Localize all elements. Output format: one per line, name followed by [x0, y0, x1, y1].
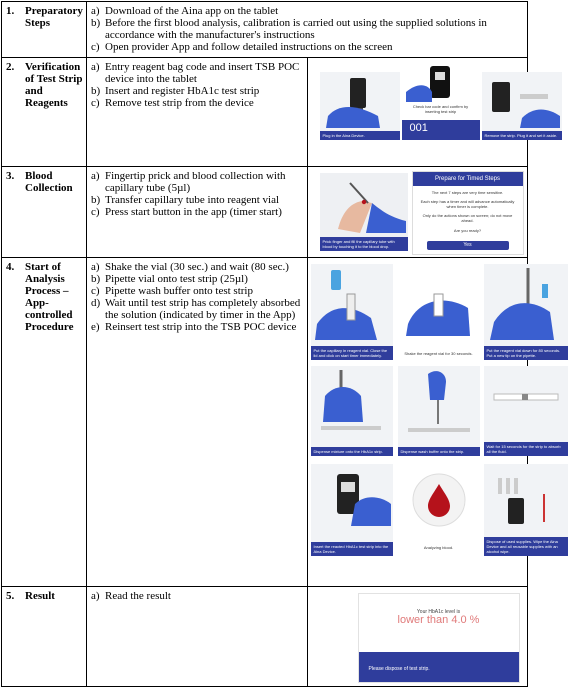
result-label: Your HbA1c level is	[416, 609, 461, 615]
step-title: Result	[25, 590, 55, 602]
item-letter: c)	[91, 97, 100, 109]
list-item	[91, 194, 303, 206]
step-number: 3.	[6, 170, 15, 182]
item-letter: b)	[91, 273, 101, 285]
step-cell	[2, 258, 87, 587]
step-items	[87, 167, 307, 218]
wait-absorb-image	[484, 366, 568, 456]
image-caption: Prick finger and fill the capillary tube with blood by touching it to the blood drop.	[320, 237, 408, 251]
list-item	[91, 261, 303, 273]
list-item	[91, 273, 303, 285]
image-caption: Dispense mixture onto the HbA1c strip.	[311, 447, 393, 456]
image-cell	[307, 58, 558, 167]
item-letter: c)	[91, 206, 100, 218]
screen-line: Each step has a timer and will advance automatically when timer is complete.	[420, 199, 515, 209]
list-item	[91, 285, 303, 297]
step-items	[87, 587, 307, 602]
item-text: Before the first blood analysis, calibration is carried out using the supplied solutions in accordance with the manufacturer's instructions	[105, 17, 487, 41]
yes-button[interactable]: Yes	[427, 241, 509, 250]
image-caption: Shake the reagent vial for 30 seconds.	[404, 351, 473, 356]
screen-line: Are you ready?	[453, 228, 482, 233]
step-items-cell	[87, 258, 308, 587]
item-text: Entry reagent bag code and insert TSB POC device into the tablet	[105, 61, 300, 85]
result-footer-banner	[359, 652, 519, 682]
item-letter: c)	[91, 41, 100, 53]
image-caption: Remove the strip. Plug it and set it aside.	[482, 131, 562, 140]
analyzing-blood-image	[398, 464, 480, 556]
list-item	[91, 17, 523, 41]
screen-line: Only do the actions shown on screen; do not move ahead.	[422, 213, 513, 223]
table-row	[2, 58, 528, 167]
dispense-wash-buffer-image	[398, 366, 480, 456]
step-cell	[2, 167, 87, 258]
step-items-cell	[87, 2, 528, 58]
image-caption: Put the reagent vial down for 80 seconds. Put a new tip on the pipette.	[484, 346, 568, 360]
step-items-cell	[87, 167, 308, 258]
step-items	[87, 258, 307, 333]
item-letter: a)	[91, 590, 100, 602]
remove-strip-image	[482, 72, 562, 140]
timed-steps-screen	[412, 171, 524, 255]
item-text: Pipette vial onto test strip (25µl)	[105, 273, 248, 285]
step-number: 5.	[6, 590, 15, 602]
step-cell	[2, 587, 87, 687]
pipette-tip-image	[484, 264, 568, 360]
image-cell	[307, 167, 528, 258]
list-item	[91, 5, 523, 17]
item-text: Fingertip prick and blood collection with capillary tube (5µl)	[105, 170, 286, 194]
step-items	[87, 2, 527, 53]
list-item	[91, 97, 303, 109]
procedure-table	[1, 1, 561, 687]
item-letter: a)	[91, 170, 100, 182]
list-item	[91, 170, 303, 194]
image-caption: Put the capillary in reagent vial. Close the lid and click on start timer immediately.	[311, 346, 393, 360]
result-screen	[358, 593, 520, 683]
screen-header: Prepare for Timed Steps	[413, 172, 523, 186]
screen-line: The next 7 steps are very time sensitive.	[431, 190, 504, 195]
step-cell	[2, 58, 87, 167]
list-item	[91, 61, 303, 85]
list-item	[91, 321, 303, 333]
item-text: Pipette wash buffer onto test strip	[105, 285, 253, 297]
item-letter: a)	[91, 5, 100, 17]
item-text: Transfer capillary tube into reagent vial	[105, 194, 280, 206]
shake-vial-image	[398, 264, 480, 360]
capillary-in-vial-image	[311, 264, 393, 360]
step-number: 1.	[6, 5, 15, 17]
item-text: Remove test strip from the device	[105, 97, 254, 109]
step-items	[87, 58, 307, 109]
item-text: Read the result	[105, 590, 171, 602]
step-title: Verification of Test Strip and Reagents	[25, 61, 83, 109]
item-text: Press start button in the app (timer start)	[105, 206, 282, 218]
step-title: Start of Analysis Process – App-controlled Procedure	[25, 261, 74, 333]
finger-prick-image	[320, 173, 408, 251]
image-caption: Dispense wash buffer onto the strip.	[398, 447, 480, 456]
image-caption: Insert the reacted HbA1c test strip into the Aina Device.	[311, 542, 393, 556]
dispense-mixture-image	[311, 366, 393, 456]
item-text: Shake the vial (30 sec.) and wait (80 sec.)	[105, 261, 289, 273]
step-number: 2.	[6, 61, 15, 73]
item-text: Wait until test strip has completely absorbed the solution (indicated by timer in the App)	[105, 297, 301, 321]
item-text: Insert and register HbA1c test strip	[105, 85, 260, 97]
step-title: Preparatory Steps	[25, 5, 83, 29]
item-letter: a)	[91, 61, 100, 73]
table-row	[2, 587, 528, 687]
item-letter: c)	[91, 285, 100, 297]
list-item	[91, 85, 303, 97]
code-banner	[402, 120, 480, 140]
item-letter: e)	[91, 321, 100, 333]
list-item	[91, 590, 303, 602]
step-cell	[2, 2, 87, 58]
reagent-code: 001	[409, 122, 428, 134]
item-text: Open provider App and follow detailed instructions on the screen	[105, 41, 393, 53]
dispose-supplies-image	[484, 464, 568, 556]
item-letter: b)	[91, 85, 101, 97]
step-items-cell	[87, 58, 308, 167]
item-text: Download of the Aina app on the tablet	[105, 5, 279, 17]
table-row	[2, 167, 528, 258]
result-value: lower than 4.0 %	[397, 614, 480, 626]
image-cell	[307, 258, 561, 587]
item-letter: b)	[91, 17, 101, 29]
barcode-screen-image	[402, 62, 480, 140]
table-row	[2, 258, 528, 587]
image-caption: Analyzing blood.	[423, 545, 454, 550]
item-letter: a)	[91, 261, 100, 273]
step-title: Blood Collection	[25, 170, 73, 194]
image-cell	[307, 587, 528, 687]
item-letter: d)	[91, 297, 101, 309]
step-number: 4.	[6, 261, 15, 273]
table-row	[2, 2, 528, 58]
image-caption: Dispose of used supplies. Wipe the Aina Device and all reusable supplies with an alcohol wipe.	[484, 537, 568, 556]
device-plug-image	[320, 72, 400, 140]
list-item	[91, 297, 303, 321]
step-items-cell	[87, 587, 308, 687]
image-caption: Plug in the Aina Device.	[320, 131, 400, 140]
image-caption: Wait for 15 seconds for the strip to absorb all the fluid.	[484, 442, 568, 456]
list-item	[91, 206, 303, 218]
screen-instruction: Check bar code and confirm by inserting test strip	[412, 104, 469, 114]
item-letter: b)	[91, 194, 101, 206]
insert-strip-image	[311, 464, 393, 556]
result-footer-text: Please dispose of test strip.	[368, 666, 430, 672]
list-item	[91, 41, 523, 53]
item-text: Reinsert test strip into the TSB POC device	[105, 321, 297, 333]
